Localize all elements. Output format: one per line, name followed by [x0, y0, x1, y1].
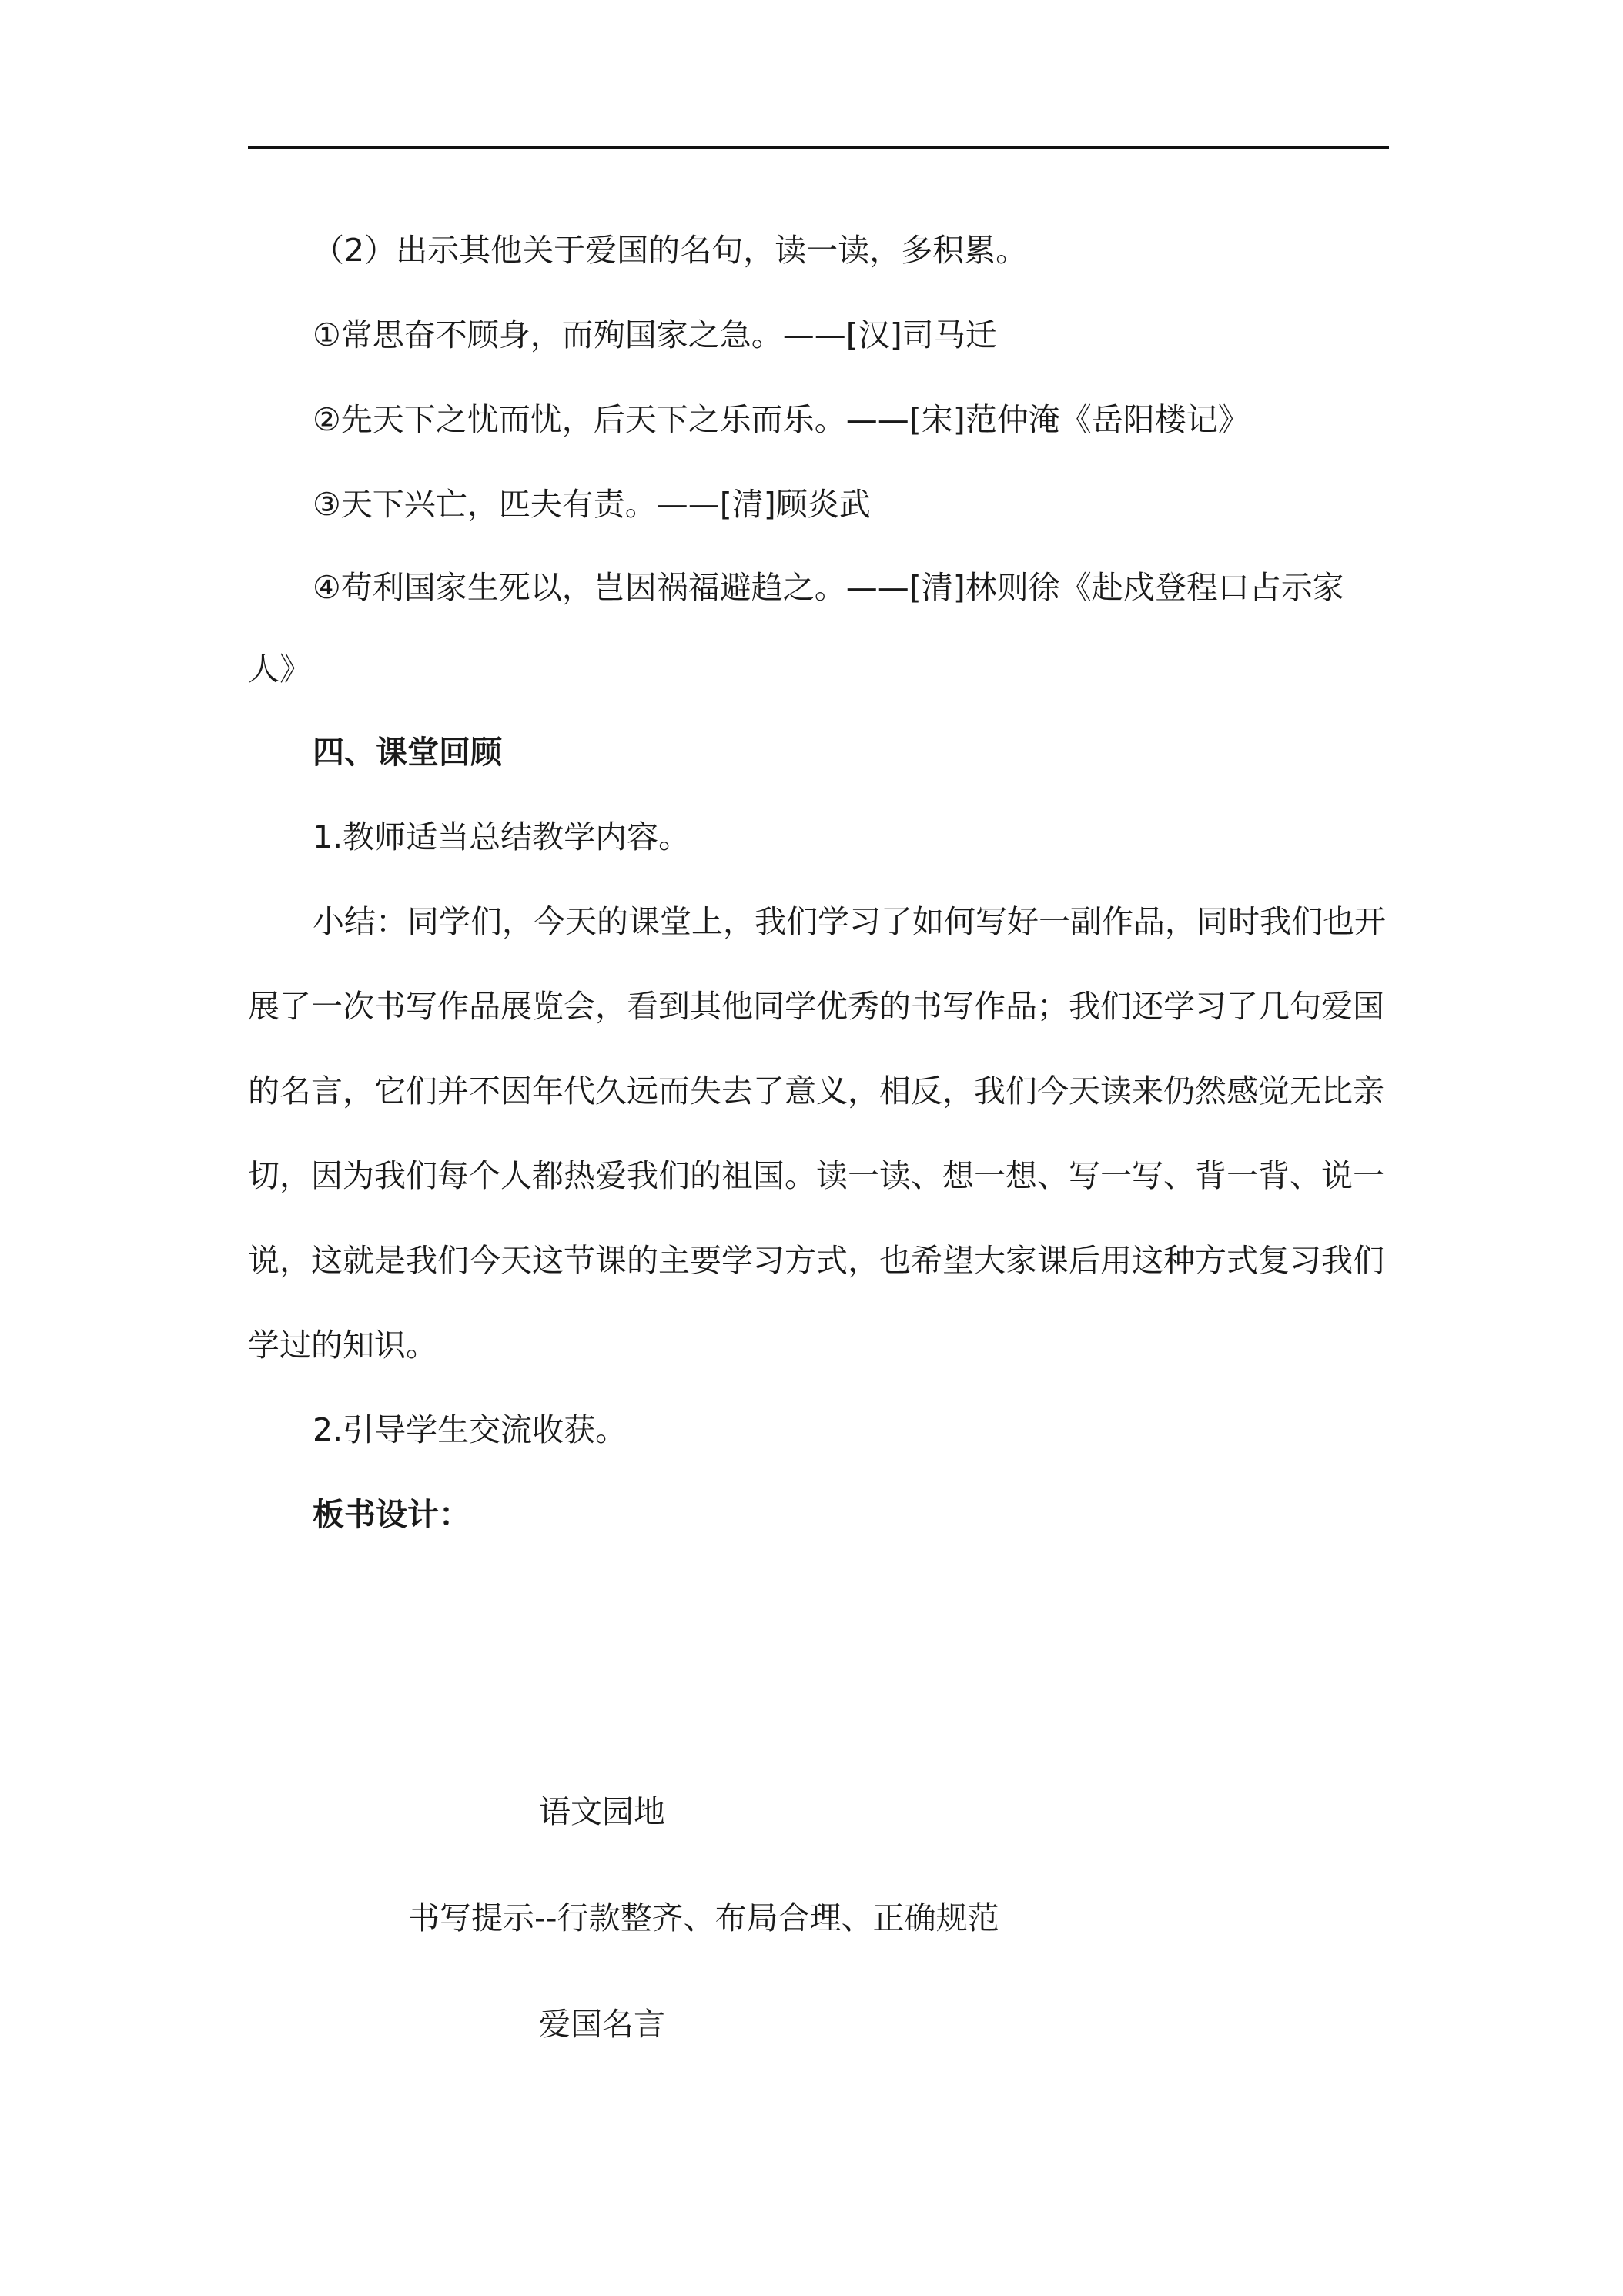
quote-4: ④苟利国家生死以，岂因祸福避趋之。——[清]林则徐《赴戍登程口占示家人》 — [248, 569, 1344, 688]
board-heading: 板书设计： — [313, 1496, 470, 1533]
section-heading: 四、课堂回顾 — [313, 734, 502, 771]
document-body — [248, 208, 1389, 1557]
paragraph-summary: 小结：同学们，今天的课堂上，我们学习了如何写好一副作品，同时我们也开展了一次书写作品展览会，看到其他同学优秀的书写作品；我们还学习了几句爱国的名言，它们并不因年代久远而失去了意义，相反，我们今天读来仍然感觉无比亲切，因为我们每个人都热爱我们的祖国。读一读、想一想、写一写、背一背、说一说，这就是我们今天这节课的主要学习方式，也希望大家课后用这种方式复习我们学过的知识。 — [248, 903, 1386, 1364]
quote-2: ②先天下之忧而忧，后天下之乐而乐。——[宋]范仲淹《岳阳楼记》 — [313, 401, 1250, 438]
board-line-patriotic-quotes: 爱国名言 — [539, 2006, 665, 2043]
paragraph-exchange: 2.引导学生交流收获。 — [313, 1411, 627, 1448]
paragraph-intro: （2）出示其他关于爱国的名句，读一读，多积累。 — [313, 232, 1028, 269]
quote-1: ①常思奋不顾身，而殉国家之急。——[汉]司马迁 — [313, 316, 997, 353]
header-rule — [248, 146, 1389, 149]
paragraph-summary-point: 1.教师适当总结教学内容。 — [313, 818, 691, 855]
board-line-writing-tips: 书写提示--行款整齐、布局合理、正确规范 — [408, 1899, 999, 1936]
quote-3: ③天下兴亡，匹夫有责。——[清]顾炎武 — [313, 486, 871, 523]
board-title: 语文园地 — [539, 1793, 665, 1830]
